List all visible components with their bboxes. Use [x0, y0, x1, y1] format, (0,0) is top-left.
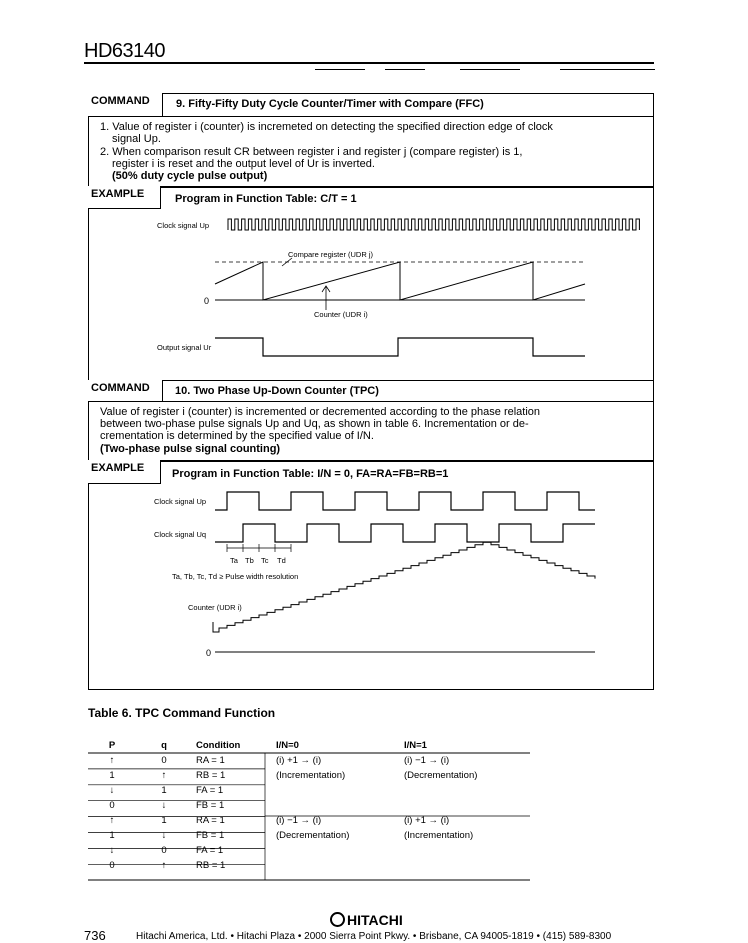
table-cell: 1: [109, 830, 115, 841]
td-label: Td: [277, 556, 286, 565]
command10-line1: Value of register i (counter) is incremented or decremented according to the phase relation: [100, 406, 541, 418]
command9-line1: 1. Value of register i (counter) is incremeted on detecting the specified direction edge of clock: [100, 121, 553, 133]
clock-uq-label: Clock signal Uq: [154, 530, 207, 539]
zero-label: 0: [204, 296, 210, 306]
table-cell: (i) −1 → (i): [276, 815, 322, 826]
clock-up-label: Clock signal Up: [154, 497, 207, 506]
table-cell: 1: [161, 815, 167, 826]
example9-label: EXAMPLE: [88, 186, 161, 209]
table-cell: ↓: [161, 830, 167, 841]
tc-label: Tc: [261, 556, 269, 565]
table-cell: ↓: [109, 845, 115, 856]
command9-label: COMMAND: [88, 93, 163, 117]
header-in0: I/N=0: [276, 740, 299, 751]
ta-label: Ta: [230, 556, 238, 565]
page-number: 736: [84, 928, 106, 943]
table-cell: (Incrementation): [276, 770, 346, 781]
counter-udr-label: Counter (UDR i): [188, 603, 242, 612]
table-cell: FA = 1: [196, 785, 224, 796]
table-cell: (Decrementation): [276, 830, 350, 841]
table-cell: (Incrementation): [404, 830, 474, 841]
tb-label: Tb: [245, 556, 254, 565]
table-cell: 0: [109, 860, 115, 871]
table-cell: ↓: [161, 800, 167, 811]
table-cell: FA = 1: [196, 845, 224, 856]
command10-line3: crementation is determined by the specified value of I/N.: [100, 430, 374, 442]
example10-title: Program in Function Table: I/N = 0, FA=RA=FB=RB=1: [172, 468, 449, 480]
command9-line1b: signal Up.: [112, 133, 161, 145]
header-condition: Condition: [196, 740, 241, 751]
table-cell: ↓: [109, 785, 115, 796]
command9-note: (50% duty cycle pulse output): [112, 170, 268, 182]
table-cell: 1: [109, 770, 115, 781]
table-cell: 0: [161, 845, 167, 856]
command10-note: (Two-phase pulse signal counting): [100, 443, 281, 455]
output-signal-label: Output signal Ur: [157, 343, 212, 352]
hitachi-brand: [330, 912, 403, 928]
command10-label: COMMAND: [88, 380, 163, 402]
table-cell: (i) +1 → (i): [404, 815, 450, 826]
table-cell: FB = 1: [196, 830, 225, 841]
table-cell: RB = 1: [196, 860, 226, 871]
table-cell: FB = 1: [196, 800, 225, 811]
table-cell: ↑: [109, 815, 115, 826]
header-p: P: [108, 740, 116, 751]
header-in1: I/N=1: [404, 740, 427, 751]
command9-line2b: register i is reset and the output level of Ur is inverted.: [112, 158, 375, 170]
example9-title: Program in Function Table: C/T = 1: [175, 193, 357, 205]
hitachi-logo-icon: [330, 912, 345, 927]
compare-register-label: Compare register (UDR j): [288, 250, 374, 259]
table-cell: RB = 1: [196, 770, 226, 781]
command9-title: 9. Fifty-Fifty Duty Cycle Counter/Timer with Compare (FFC): [176, 98, 484, 110]
command9-line2: 2. When comparison result CR between register i and register j (compare register) is 1,: [100, 146, 523, 158]
document-title: HD63140: [84, 40, 166, 62]
command10-line2: between two-phase pulse signals Up and Uq, as shown in table 6. Incrementation or de-: [100, 418, 529, 430]
table-cell: (i) −1 → (i): [404, 755, 450, 766]
example10-label: EXAMPLE: [88, 460, 161, 484]
brand-name: HITACHI: [347, 912, 403, 928]
table-cell: RA = 1: [196, 755, 225, 766]
footer-address: Hitachi America, Ltd. • Hitachi Plaza • 2000 Sierra Point Pkwy. • Brisbane, CA 94005-1819 • (415) 589-8300: [136, 931, 612, 942]
table-cell: ↑: [109, 755, 115, 766]
table6-title: Table 6. TPC Command Function: [88, 706, 276, 720]
table-cell: 0: [161, 755, 167, 766]
counter-label: Counter (UDR i): [314, 310, 368, 319]
table-cell: 1: [161, 785, 167, 796]
table-cell: (Decrementation): [404, 770, 478, 781]
header-q: q: [161, 740, 167, 751]
command10-title: 10. Two Phase Up-Down Counter (TPC): [175, 385, 379, 397]
table-cell: ↑: [161, 860, 167, 871]
zero-label: 0: [206, 648, 212, 658]
table-cell: (i) +1 → (i): [276, 755, 322, 766]
clock-signal-label: Clock signal Up: [157, 221, 210, 230]
table-cell: 0: [109, 800, 115, 811]
table-cell: RA = 1: [196, 815, 225, 826]
pulse-width-note: Ta, Tb, Tc, Td ≥ Pulse width resolution: [172, 572, 299, 581]
table-cell: ↑: [161, 770, 167, 781]
